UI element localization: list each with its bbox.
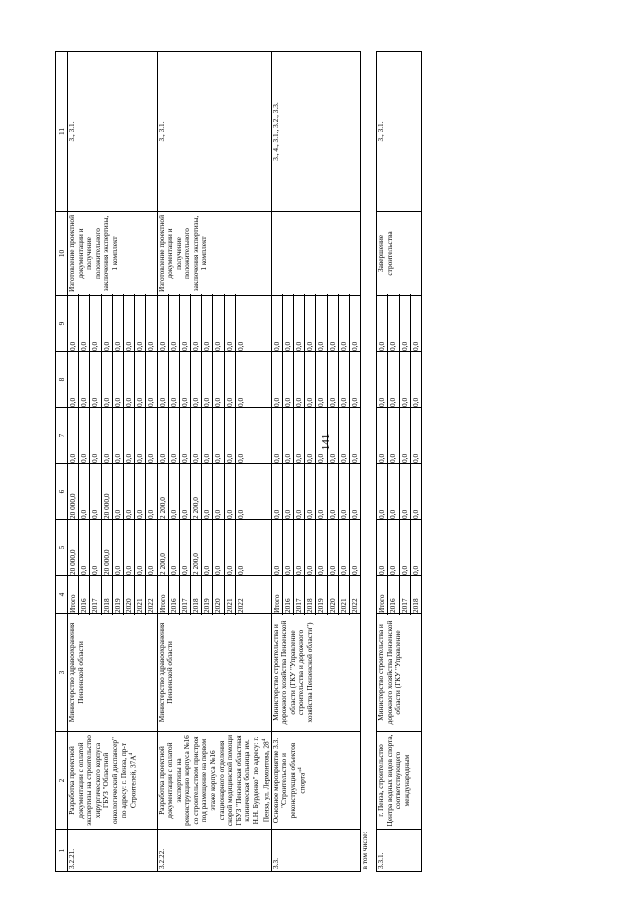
row-col8 xyxy=(271,352,361,408)
row-col5-value: 0,0 xyxy=(146,565,156,575)
row-years-value: 2019 xyxy=(113,574,124,615)
row-col6-value: 0,0 xyxy=(400,462,411,521)
row-col6 xyxy=(68,464,158,520)
row-col8-value: 0,0 xyxy=(124,350,135,409)
row-col7-value: 0,0 xyxy=(294,406,305,465)
row-years-value: 2019 xyxy=(316,574,327,615)
row-col9-value: 0,0 xyxy=(202,294,213,353)
page-number: 141 xyxy=(320,433,332,451)
row-col9-value: 0,0 xyxy=(349,341,359,351)
row-col5-value: 0,0 xyxy=(202,518,213,577)
row-col9-value: 0,0 xyxy=(377,294,388,353)
row-col5-value: 0,0 xyxy=(316,518,327,577)
row-col8-value: 0,0 xyxy=(400,350,411,409)
row-code: 3.3. xyxy=(271,830,361,872)
row-link: 3., 3.1. xyxy=(377,52,422,212)
row-col5-value: 0,0 xyxy=(377,518,388,577)
row-col8-value: 0,0 xyxy=(316,350,327,409)
row-executor: Министерство строительства и дорожного хозяйства Пензенской области (ГКУ "Управление строительства и дорожного хозяйства Пензенской области") xyxy=(271,614,361,732)
row-years xyxy=(377,576,422,614)
row-col7-value: 0,0 xyxy=(158,406,169,465)
row-col5 xyxy=(271,520,361,576)
row-result: Изготовление проектной документации и получение положительного заключения экспертизы, 1 комплект xyxy=(68,212,158,296)
row-years-value: 2017 xyxy=(180,574,191,615)
row-executor: Министерство здравоохранения Пензенской области xyxy=(157,614,271,732)
row-col9-value: 0,0 xyxy=(169,294,180,353)
row-years-value: 2018 xyxy=(305,574,316,615)
row-col6-value: 2 200,0 xyxy=(191,462,202,521)
row-col9-value: 0,0 xyxy=(158,294,169,353)
row-col7-value: 0,0 xyxy=(213,406,224,465)
row-col6-value: 0,0 xyxy=(349,509,359,519)
row-years xyxy=(68,576,158,614)
row-years xyxy=(271,576,361,614)
row-col5-value: 0,0 xyxy=(283,518,294,577)
row-col5-value: 0,0 xyxy=(388,518,399,577)
row-col6-value: 0,0 xyxy=(235,509,245,519)
row-col6-value: 0,0 xyxy=(79,462,90,521)
row-col7-value: 0,0 xyxy=(146,453,156,463)
row-col7 xyxy=(157,408,271,464)
row-col9-value: 0,0 xyxy=(146,341,156,351)
footnote-mark: 4 xyxy=(129,752,135,756)
row-col8 xyxy=(157,352,271,408)
row-col9-value: 0,0 xyxy=(400,294,411,353)
row-col9-value: 0,0 xyxy=(316,294,327,353)
row-col7-value: 0,0 xyxy=(410,453,420,463)
row-col6-value: 0,0 xyxy=(377,462,388,521)
header-col-5: 5 xyxy=(56,520,68,576)
row-link: 3., 3.1. xyxy=(68,52,158,212)
row-col6-value: 0,0 xyxy=(180,462,191,521)
header-col-7: 7 xyxy=(56,408,68,464)
row-col6-value: 2 200,0 xyxy=(158,462,169,521)
row-col5-value: 0,0 xyxy=(113,518,124,577)
row-col8-value: 0,0 xyxy=(225,350,236,409)
row-years-value: 2017 xyxy=(294,574,305,615)
row-years-value: 2016 xyxy=(79,574,90,615)
table-row xyxy=(68,52,158,872)
row-name-text: Разработка проектной документации с оплатой экспертизы на строительство хирургического корпуса ГБУЗ "Областной онкологический диспансер" по адресу: г. Пенза, пр-т Строителей, 37А xyxy=(67,735,138,826)
program-table xyxy=(55,51,422,872)
row-col8-value: 0,0 xyxy=(349,397,359,407)
row-years-value: 2020 xyxy=(328,574,339,615)
row-col9 xyxy=(157,296,271,352)
row-col7-value: 0,0 xyxy=(388,406,399,465)
row-col9 xyxy=(271,296,361,352)
row-col6 xyxy=(157,464,271,520)
row-col5-value: 0,0 xyxy=(213,518,224,577)
row-years-value: 2021 xyxy=(135,574,146,615)
row-col5-value: 2 200,0 xyxy=(191,518,202,577)
row-link: 3., 3.1. xyxy=(157,52,271,212)
row-col5-value: 0,0 xyxy=(124,518,135,577)
row-col8-value: 0,0 xyxy=(79,350,90,409)
row-col5-value: 20 000,0 xyxy=(102,518,113,577)
row-col7-value: 0,0 xyxy=(180,406,191,465)
row-col6-value: 0,0 xyxy=(272,462,283,521)
row-col5 xyxy=(68,520,158,576)
table-row xyxy=(377,52,422,872)
row-col7-value: 0,0 xyxy=(305,406,316,465)
row-col8-value: 0,0 xyxy=(68,350,79,409)
row-col6-value: 0,0 xyxy=(328,462,339,521)
row-col5-value: 0,0 xyxy=(272,518,283,577)
row-col8-value: 0,0 xyxy=(235,397,245,407)
row-col5-value: 0,0 xyxy=(180,518,191,577)
row-col5-value: 2 200,0 xyxy=(158,518,169,577)
header-col-1: 1 xyxy=(56,830,68,872)
table-row xyxy=(157,52,271,872)
row-col9-value: 0,0 xyxy=(305,294,316,353)
row-years-value: Итого xyxy=(272,574,283,615)
row-col9-value: 0,0 xyxy=(328,294,339,353)
footnote-mark: 4 xyxy=(298,767,304,770)
row-col7-value: 0,0 xyxy=(113,406,124,465)
row-years-value: 2020 xyxy=(124,574,135,615)
rotated-table-container xyxy=(55,52,574,872)
row-name-text: Разработка проектной документации с оплатой экспертизы на реконструкцию корпуса №16 со строительством пристроя под размещение на первом этаже корпуса №16 стационарного отделения скорой медицинской помощи ГБУЗ "Пензенская областная клиническая больница им. Н.Н. Бурденко" по адресу: г. Пенза, ул. Лермонтова, 28 xyxy=(156,734,271,827)
row-col8-value: 0,0 xyxy=(410,397,420,407)
row-years-value: Итого xyxy=(68,574,79,615)
row-col7-value: 0,0 xyxy=(90,406,101,465)
footnote-mark: 4 xyxy=(261,738,267,742)
row-executor: Министерство здравоохранения Пензенской области xyxy=(68,614,158,732)
row-col7-value: 0,0 xyxy=(225,406,236,465)
row-col8-value: 0,0 xyxy=(388,350,399,409)
row-col8-value: 0,0 xyxy=(202,350,213,409)
row-col7 xyxy=(271,408,361,464)
row-col6-value: 0,0 xyxy=(135,462,146,521)
row-col5-value: 0,0 xyxy=(339,518,350,577)
row-col5-value: 0,0 xyxy=(90,518,101,577)
row-col7-value: 0,0 xyxy=(102,406,113,465)
row-col7-value: 0,0 xyxy=(202,406,213,465)
row-col6-value: 0,0 xyxy=(283,462,294,521)
row-years-value: 2022 xyxy=(235,598,245,613)
row-col6-value: 0,0 xyxy=(202,462,213,521)
row-col5-value: 0,0 xyxy=(328,518,339,577)
row-col9-value: 0,0 xyxy=(90,294,101,353)
row-col7-value: 0,0 xyxy=(349,453,359,463)
row-col7-value: 0,0 xyxy=(316,406,327,465)
row-col7-value: 0,0 xyxy=(79,406,90,465)
row-col6-value: 0,0 xyxy=(124,462,135,521)
row-result: Завершение строительства xyxy=(377,212,422,296)
row-col6-value: 0,0 xyxy=(213,462,224,521)
row-col9-value: 0,0 xyxy=(388,294,399,353)
row-col5-value: 0,0 xyxy=(225,518,236,577)
row-name-text: г. Пенза, строительство Центра водных видов спорта, соответствующего международным xyxy=(376,734,411,827)
row-col9-value: 0,0 xyxy=(235,341,245,351)
row-result: Изготовление проектной документации и получение положительного заключения экспертизы, 1 комплект xyxy=(157,212,271,296)
row-code: 3.3.1. xyxy=(377,830,422,872)
row-col5-value: 0,0 xyxy=(410,565,420,575)
row-col7-value: 0,0 xyxy=(339,406,350,465)
row-col8-value: 0,0 xyxy=(90,350,101,409)
row-col7-value: 0,0 xyxy=(328,406,339,465)
row-col5-value: 0,0 xyxy=(349,565,359,575)
row-col6-value: 0,0 xyxy=(146,509,156,519)
row-col8-value: 0,0 xyxy=(180,350,191,409)
row-col8-value: 0,0 xyxy=(339,350,350,409)
row-col5-value: 0,0 xyxy=(305,518,316,577)
row-name xyxy=(377,732,422,830)
row-col8-value: 0,0 xyxy=(146,397,156,407)
row-col8-value: 0,0 xyxy=(294,350,305,409)
row-years-value: 2017 xyxy=(90,574,101,615)
header-col-11: 11 xyxy=(56,52,68,212)
row-col9-value: 0,0 xyxy=(225,294,236,353)
row-col8 xyxy=(377,352,422,408)
row-col7-value: 0,0 xyxy=(400,406,411,465)
table-row xyxy=(271,52,361,872)
row-col6-value: 0,0 xyxy=(169,462,180,521)
row-name xyxy=(157,732,271,830)
row-col9-value: 0,0 xyxy=(410,341,420,351)
row-years-value: 2022 xyxy=(349,598,359,613)
row-col7-value: 0,0 xyxy=(283,406,294,465)
header-col-3: 3 xyxy=(56,614,68,732)
row-col9-value: 0,0 xyxy=(213,294,224,353)
row-col9-value: 0,0 xyxy=(294,294,305,353)
row-col5-value: 0,0 xyxy=(400,518,411,577)
row-name xyxy=(271,732,361,830)
row-col6-value: 0,0 xyxy=(410,509,420,519)
row-col9-value: 0,0 xyxy=(68,294,79,353)
row-col8-value: 0,0 xyxy=(328,350,339,409)
row-col6-value: 0,0 xyxy=(339,462,350,521)
row-col9-value: 0,0 xyxy=(283,294,294,353)
row-col7 xyxy=(68,408,158,464)
row-years-value: 2016 xyxy=(388,574,399,615)
row-col9-value: 0,0 xyxy=(113,294,124,353)
row-col6-value: 20 000,0 xyxy=(68,462,79,521)
row-col9-value: 0,0 xyxy=(339,294,350,353)
row-col7-value: 0,0 xyxy=(124,406,135,465)
row-years-value: 2018 xyxy=(191,574,202,615)
row-years-value: 2018 xyxy=(410,598,420,613)
row-col6-value: 20 000,0 xyxy=(102,462,113,521)
row-col8-value: 0,0 xyxy=(135,350,146,409)
row-col7 xyxy=(377,408,422,464)
header-col-4: 4 xyxy=(56,576,68,614)
row-years xyxy=(157,576,271,614)
row-col7-value: 0,0 xyxy=(135,406,146,465)
row-col9 xyxy=(68,296,158,352)
row-col6-value: 0,0 xyxy=(90,462,101,521)
row-col7-value: 0,0 xyxy=(191,406,202,465)
row-col8-value: 0,0 xyxy=(169,350,180,409)
row-code: 3.2.21. xyxy=(68,830,158,872)
row-years-value: 2020 xyxy=(213,574,224,615)
row-col8-value: 0,0 xyxy=(283,350,294,409)
row-col7-value: 0,0 xyxy=(272,406,283,465)
row-col8-value: 0,0 xyxy=(305,350,316,409)
row-col5-value: 0,0 xyxy=(169,518,180,577)
row-col5-value: 0,0 xyxy=(135,518,146,577)
row-col6-value: 0,0 xyxy=(305,462,316,521)
row-col7-value: 0,0 xyxy=(377,406,388,465)
row-col6 xyxy=(377,464,422,520)
header-col-9: 9 xyxy=(56,296,68,352)
row-col7-value: 0,0 xyxy=(169,406,180,465)
row-col6-value: 0,0 xyxy=(316,462,327,521)
row-executor: Министерство строительства и дорожного хозяйства Пензенской области (ГКУ "Управление xyxy=(377,614,422,732)
row-col9-value: 0,0 xyxy=(180,294,191,353)
row-col5 xyxy=(157,520,271,576)
row-col8 xyxy=(68,352,158,408)
row-years-value: 2021 xyxy=(339,574,350,615)
row-col8-value: 0,0 xyxy=(377,350,388,409)
row-years-value: 2021 xyxy=(225,574,236,615)
row-col9-value: 0,0 xyxy=(124,294,135,353)
header-col-6: 6 xyxy=(56,464,68,520)
row-col8-value: 0,0 xyxy=(272,350,283,409)
row-years-value: 2019 xyxy=(202,574,213,615)
row-col5 xyxy=(377,520,422,576)
row-years-value: 2017 xyxy=(400,574,411,615)
separator-label: в том числе: xyxy=(361,52,377,872)
row-col9-value: 0,0 xyxy=(102,294,113,353)
row-col7-value: 0,0 xyxy=(68,406,79,465)
row-col8-value: 0,0 xyxy=(158,350,169,409)
row-col5-value: 0,0 xyxy=(79,518,90,577)
row-years-value: 2022 xyxy=(146,598,156,613)
row-name xyxy=(68,732,158,830)
row-years-value: 2016 xyxy=(283,574,294,615)
row-years-value: Итого xyxy=(377,574,388,615)
row-col8-value: 0,0 xyxy=(191,350,202,409)
row-col8-value: 0,0 xyxy=(113,350,124,409)
row-col8-value: 0,0 xyxy=(213,350,224,409)
row-years-value: 2018 xyxy=(102,574,113,615)
row-name-text: Основное мероприятие 3.3. "Строительство и реконструкция объектов спорта" xyxy=(270,737,307,824)
row-col6-value: 0,0 xyxy=(113,462,124,521)
row-col5-value: 0,0 xyxy=(294,518,305,577)
row-col9-value: 0,0 xyxy=(191,294,202,353)
header-col-10: 10 xyxy=(56,212,68,296)
row-col6-value: 0,0 xyxy=(388,462,399,521)
row-col9-value: 0,0 xyxy=(79,294,90,353)
row-result xyxy=(271,212,361,296)
header-row xyxy=(56,52,68,872)
row-col8-value: 0,0 xyxy=(102,350,113,409)
row-col5-value: 0,0 xyxy=(235,565,245,575)
row-col5-value: 20 000,0 xyxy=(68,518,79,577)
separator-row xyxy=(361,52,377,872)
row-col9-value: 0,0 xyxy=(135,294,146,353)
row-col7-value: 0,0 xyxy=(235,453,245,463)
row-col6-value: 0,0 xyxy=(225,462,236,521)
row-col6-value: 0,0 xyxy=(294,462,305,521)
row-col9 xyxy=(377,296,422,352)
row-link: 3., 4., 3.1., 3.2., 3.3. xyxy=(271,52,361,212)
row-years-value: 2016 xyxy=(169,574,180,615)
header-col-8: 8 xyxy=(56,352,68,408)
row-years-value: Итого xyxy=(158,574,169,615)
row-code: 3.2.22. xyxy=(157,830,271,872)
row-col6 xyxy=(271,464,361,520)
row-col9-value: 0,0 xyxy=(272,294,283,353)
header-col-2: 2 xyxy=(56,732,68,830)
